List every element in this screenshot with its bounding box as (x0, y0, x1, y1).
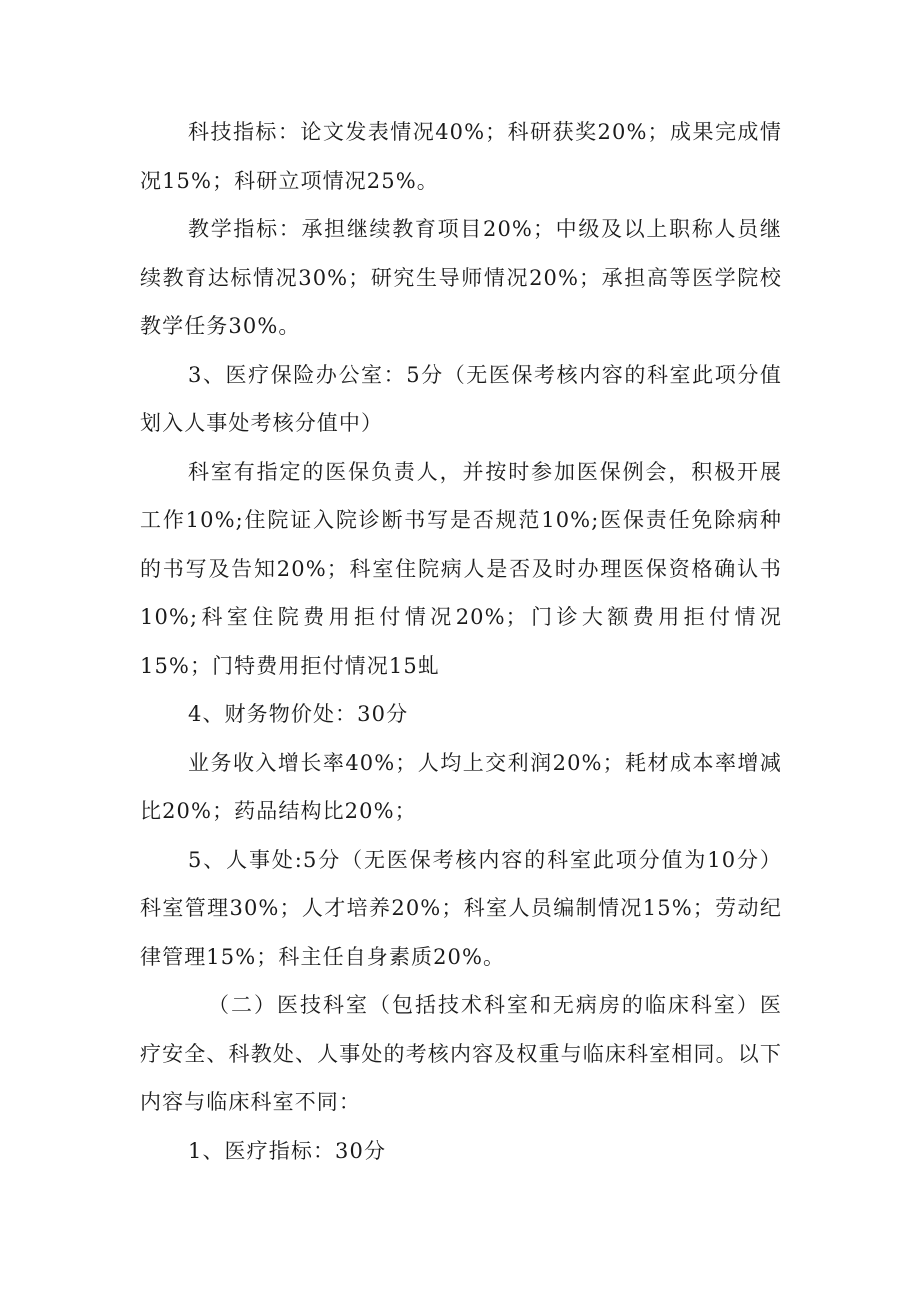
paragraph-teaching-indicators: 教学指标：承担继续教育项目20%；中级及以上职称人员继续教育达标情况30%；研究生导师情况20%；承担高等医学院校教学任务30%。 (140, 217, 782, 338)
paragraph-medical-indicators-heading: 1、医疗指标：30分 (188, 1138, 387, 1163)
paragraph-medical-insurance-details: 科室有指定的医保负责人，并按时参加医保例会，积极开展工作10%;住院证入院诊断书写是否规范10%;医保责任免除病种的书写及告知20%；科室住院病人是否及时办理医保资格确认书10%;科室住院费用拒付情况20%；门诊大额费用拒付情况15%；门特费用拒付情况15虬 (140, 459, 782, 678)
paragraph-science-indicators: 科技指标：论文发表情况40%；科研获奖20%；成果完成情况15%；科研立项情况25%。 (140, 120, 782, 193)
paragraph-finance-details: 业务收入增长率40%；人均上交利润20%；耗材成本率增减比20%；药品结构比20%； (140, 750, 782, 823)
paragraph-personnel: 5、人事处:5分（无医保考核内容的科室此项分值为10分）科室管理30%；人才培养20%；科室人员编制情况15%；劳动纪律管理15%；科主任自身素质20%。 (140, 847, 782, 969)
document-body (140, 108, 782, 1175)
paragraph-finance-heading: 4、财务物价处：30分 (188, 702, 409, 726)
paragraph-medical-tech-departments: （二）医技科室（包括技术科室和无病房的临床科室）医疗安全、科教处、人事处的考核内容及权重与临床科室相同。以下内容与临床科室不同： (140, 993, 782, 1114)
paragraph-medical-insurance-heading: 3、医疗保险办公室：5分（无医保考核内容的科室此项分值划入人事处考核分值中） (140, 362, 782, 435)
